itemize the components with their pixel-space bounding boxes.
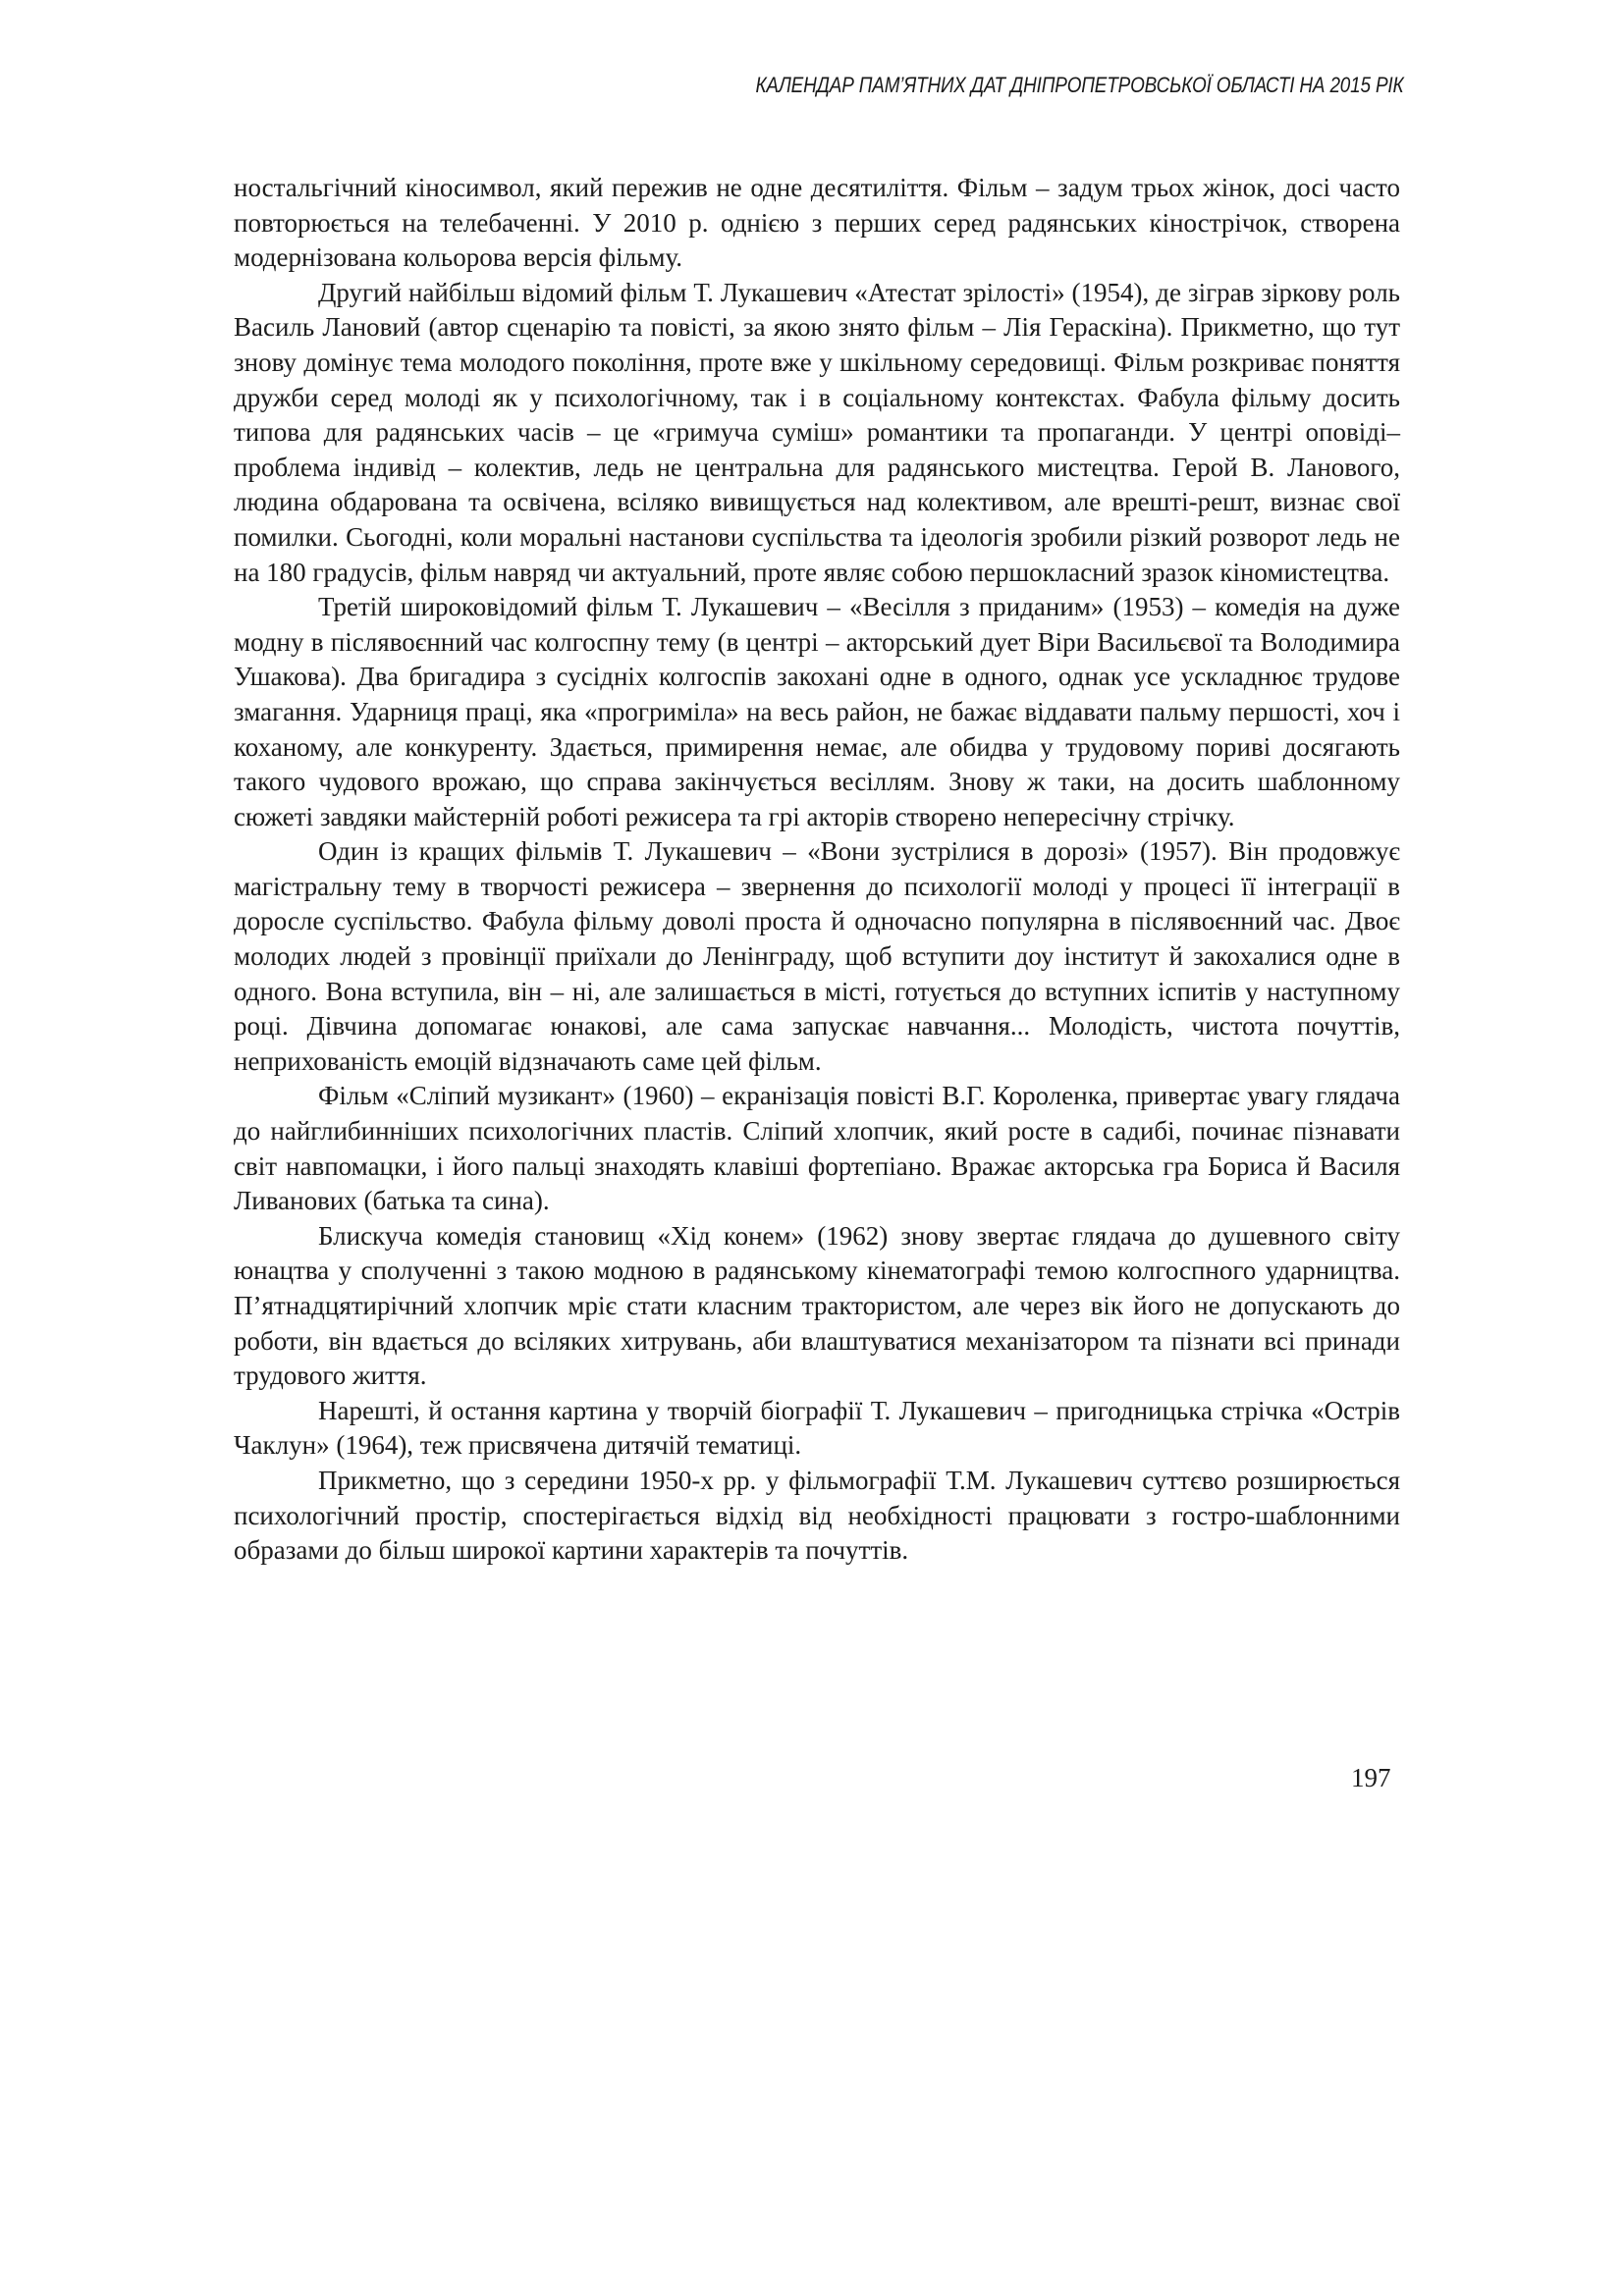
paragraph-atestat-zrilosti: Другий найбільш відомий фільм Т. Лукашевич «Атестат зрілості» (1954), де зіграв зіркову роль Василь Лановий (автор сценарію та повісті, за якою знято фільм – Лія Гераскіна). Прикметно, що тут знову домінує тема молодого покоління, проте вже у шкільному середовищі. Фільм розкриває поняття дружби серед молоді як у психологічному, так і в соціальному контекстах. Фабула фільму досить типова для радянських часів – це «гримуча суміш» романтики та пропаганди. У центрі оповіді– проблема індивід – колектив, ледь не центральна для радянського мистецтва. Герой В. Ланового, людина обдарована та освічена, всіляко вивищується над колективом, але врешті-решт, визнає свої помилки. Сьогодні, коли моральні настанови суспільства та ідеологія зробили різкий розворот ледь не на 180 градусів, фільм навряд чи актуальний, проте являє собою першокласний зразок кіномистецтва.	[234, 277, 1400, 587]
paragraph-ostriv-chaklun: Нарешті, й остання картина у творчій біографії Т. Лукашевич – пригодницька стрічка «Острів Чаклун» (1964), теж присвячена дитячій тематиці.	[234, 1395, 1400, 1461]
paragraph-vesillia-z-prydanym: Третій широковідомий фільм Т. Лукашевич – «Весілля з приданим» (1953) – комедія на дуже модну в післявоєнний час колгоспну тему (в центрі – акторський дует Віри Васильєвої та Володимира Ушакова). Два бригадира з сусідніх колгоспів закохані одне в одного, однак усе ускладнює трудове змагання. Ударниця праці, яка «прогриміла» на весь район, не бажає віддавати пальму першості, хоч і коханому, але конкуренту. Здається, примирення немає, але обидва у трудовому пориві досягають такого чудового врожаю, що справа закінчується весіллям. Знову ж таки, на досить шаблонному сюжеті завдяки майстерній роботі режисера та грі акторів створено непересічну стрічку.	[234, 592, 1400, 831]
paragraph-khid-konem: Блискуча комедія становищ «Хід конем» (1962) знову звертає глядача до душевного світу юнацтва у сполученні з такою модною в радянському кінематографі темою колгоспного ударництва. П’ятнадцятирічний хлопчик мріє стати класним трактористом, але через вік його не допускають до роботи, він вдається до всіляких хитрувань, аби влаштуватися механізатором та пізнати всі принади трудового життя.	[234, 1220, 1400, 1391]
paragraph-slipyi-muzykant: Фільм «Сліпий музикант» (1960) – екранізація повісті В.Г. Короленка, привертає увагу глядача до найглибинніших психологічних пластів. Сліпий хлопчик, який росте в садибі, починає пізнавати світ навпомацки, і його пальці знаходять клавіші фортепіано. Вражає акторська гра Бориса й Василя Ливанових (батька та сина).	[234, 1081, 1400, 1216]
page-number: 197	[1351, 1763, 1391, 1792]
paragraph-continuation: ностальгічний кіносимвол, який пережив не одне десятиліття. Фільм – задум трьох жінок, досі часто повторюється на телебаченні. У 2010 р. однією з перших серед радянських кінострічок, створена модернізована кольорова версія фільму.	[234, 173, 1400, 273]
paragraph-vony-zustrilysia: Один із кращих фільмів Т. Лукашевич – «Вони зустрілися в дорозі» (1957). Він продовжує магістральну тему в творчості режисера – звернення до психології молоді у процесі її інтеграції в доросле суспільство. Фабула фільму доволі проста й одночасно популярна в післявоєнний час. Двоє молодих людей з провінції приїхали до Ленінграду, щоб вступити доу інститут й закохалися одне в одного. Вона вступила, він – ні, але залишається в місті, готується до вступних іспитів у наступному році. Дівчина допомагає юнакові, але сама запускає навчання... Молодість, чистота почуттів, неприхованість емоцій відзначають саме цей фільм.	[234, 836, 1400, 1076]
running-header: КАЛЕНДАР ПАМ’ЯТНИХ ДАТ ДНІПРОПЕТРОВСЬКОЇ ОБЛАСТІ НА 2015 РІК	[754, 73, 1403, 97]
paragraph-conclusion: Прикметно, що з середини 1950-х рр. у фільмографії Т.М. Лукашевич суттєво розширюється психологічний простір, спостерігається відхід від необхідності працювати з гостро-шаблонними образами до більш широкої картини характерів та почуттів.	[234, 1465, 1400, 1566]
article-body	[234, 171, 1400, 1569]
